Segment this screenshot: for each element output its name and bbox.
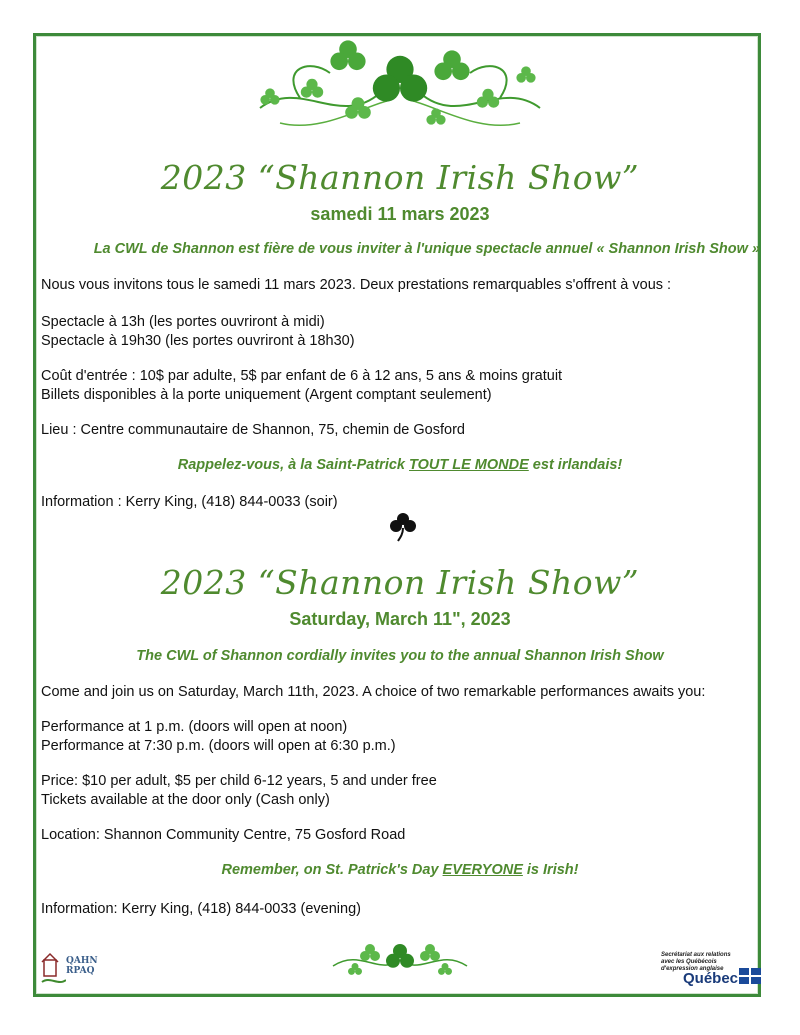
- qahn-label: QAHN: [66, 956, 98, 966]
- price-en: Price: $10 per adult, $5 per child 6-12 years, 5 and under free: [41, 773, 437, 789]
- rpaq-label: RPAQ: [66, 966, 95, 976]
- location-fr: Lieu : Centre communautaire de Shannon, 75, chemin de Gosford: [41, 422, 465, 438]
- tickets-en: Tickets available at the door only (Cash only): [41, 792, 330, 808]
- intro-en: Come and join us on Saturday, March 11th, 2023. A choice of two remarkable performances awaits you:: [41, 684, 706, 700]
- show2-en: Performance at 7:30 p.m. (doors will open at 6:30 p.m.): [41, 738, 396, 754]
- remember-en: [0, 862, 800, 878]
- remember-fr: [0, 457, 800, 473]
- qc-secretariat-line3: d'expression anglaise: [661, 966, 724, 972]
- remember-fr-emph: TOUT LE MONDE: [409, 457, 529, 473]
- shamrock-icon: [390, 512, 416, 542]
- date-fr: samedi 11 mars 2023: [310, 204, 490, 224]
- show1-fr: Spectacle à 13h (les portes ouvriront à midi): [41, 314, 325, 330]
- title-en: 2023 “Shannon Irish Show”: [160, 563, 640, 602]
- quebec-wordmark: Québec: [683, 970, 739, 987]
- intro-fr: Nous vous invitons tous le samedi 11 mars 2023. Deux prestations remarquables s'offrent à vous :: [41, 277, 672, 293]
- invite-fr: La CWL de Shannon est fière de vous inviter à l'unique spectacle annuel « Shannon Irish Show »: [93, 241, 760, 257]
- tickets-fr: Billets disponibles à la porte uniquement (Argent comptant seulement): [41, 387, 492, 403]
- price-fr: Coût d'entrée : 10$ par adulte, 5$ par enfant de 6 à 12 ans, 5 ans & moins gratuit: [41, 368, 563, 384]
- show2-fr: Spectacle à 19h30 (les portes ouvriront à 18h30): [41, 333, 355, 349]
- shamrock-garland-top-icon: [240, 38, 560, 138]
- qc-secretariat-line2: avec les Québécois: [661, 959, 717, 965]
- invite-en: The CWL of Shannon cordially invites you to the annual Shannon Irish Show: [136, 648, 664, 664]
- qc-secretariat-line1: Secrétariat aux relations: [661, 952, 731, 958]
- remember-en-pre: Remember, on St. Patrick's Day: [221, 862, 443, 878]
- info-en: Information: Kerry King, (418) 844-0033 (evening): [41, 901, 361, 917]
- date-en: Saturday, March 11", 2023: [289, 609, 511, 629]
- shamrock-garland-bottom-icon: [325, 938, 475, 982]
- location-en: Location: Shannon Community Centre, 75 Gosford Road: [41, 827, 406, 843]
- show1-en: Performance at 1 p.m. (doors will open at noon): [41, 719, 348, 735]
- title-fr: 2023 “Shannon Irish Show”: [160, 158, 640, 197]
- qahn-logo-icon: [40, 952, 66, 986]
- remember-fr-post: est irlandais!: [528, 457, 623, 473]
- remember-en-emph: EVERYONE: [442, 862, 523, 878]
- remember-en-post: is Irish!: [522, 862, 579, 878]
- quebec-flag-icon: [739, 968, 761, 984]
- info-fr: Information : Kerry King, (418) 844-0033 (soir): [41, 494, 338, 510]
- remember-fr-pre: Rappelez-vous, à la Saint-Patrick: [177, 457, 410, 473]
